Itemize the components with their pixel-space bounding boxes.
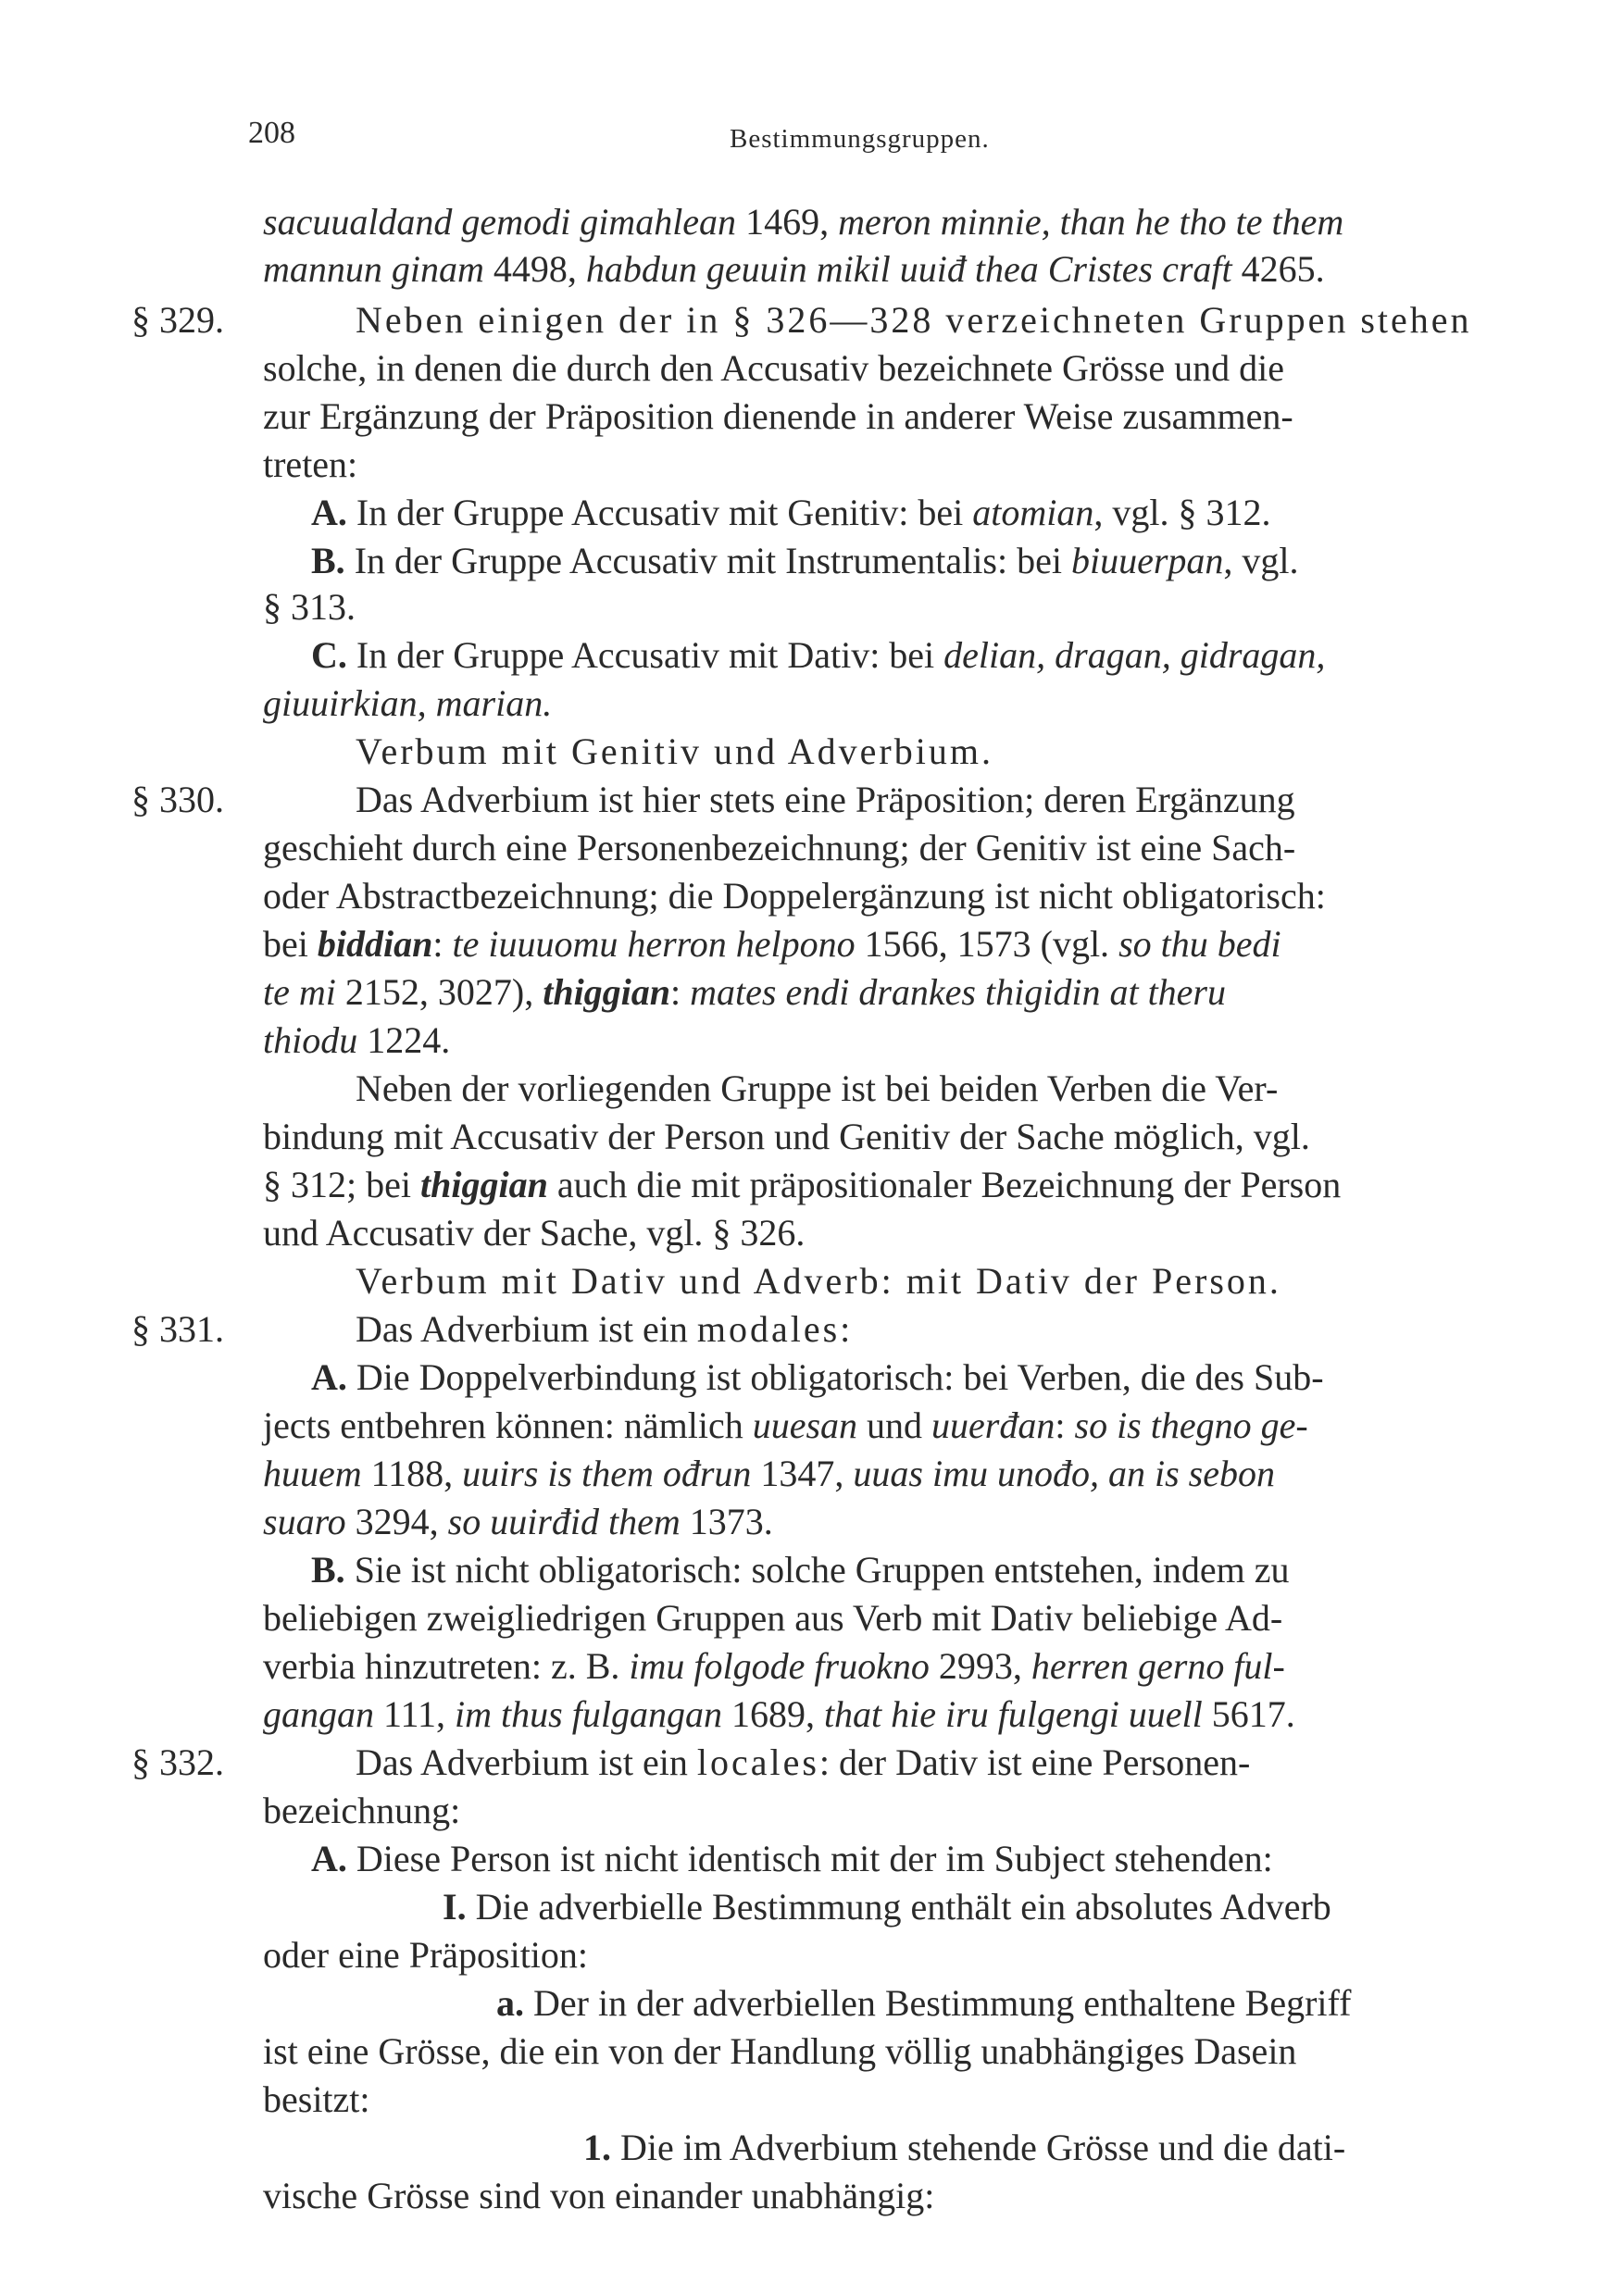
text-line-36: I. Die adverbielle Bestimmung enthält ein absolutes Adverb — [443, 1886, 1331, 1928]
text-line-38: a. Der in der adverbiellen Bestimmung enthaltene Begriff — [496, 1982, 1352, 2024]
text-line-5: zur Ergänzung der Präposition dienende in anderer Weise zusammen- — [263, 395, 1293, 437]
text-line-24: Das Adverbium ist ein modales: — [356, 1308, 851, 1350]
text-line-30: beliebigen zweigliedrigen Gruppen aus Verb mit Dativ beliebige Ad- — [263, 1597, 1283, 1639]
text-line-3: Neben einigen der in § 326—328 verzeichneten Gruppen stehen — [356, 299, 1472, 341]
text-line-15: oder Abstractbezeichnung; die Doppelergänzung ist nicht obligatorisch: — [263, 875, 1326, 917]
text-line-35: A. Diese Person ist nicht identisch mit der im Subject stehenden: — [311, 1838, 1273, 1879]
text-line-21: § 312; bei thiggian auch die mit präpositionaler Bezeichnung der Person — [263, 1164, 1342, 1205]
text-line-13: Das Adverbium ist hier stets eine Präposition; deren Ergänzung — [356, 779, 1295, 820]
text-line-4: solche, in denen die durch den Accusativ bezeichnete Grösse und die — [263, 347, 1284, 389]
section-mark-332: § 332. — [131, 1741, 224, 1783]
text-line-17: te mi 2152, 3027), thiggian: mates endi drankes thigidin at theru — [263, 971, 1226, 1013]
text-line-32: gangan 111, im thus fulgangan 1689, that hie iru fulgengi uuell 5617. — [263, 1693, 1295, 1735]
text-line-34: bezeichnung: — [263, 1790, 461, 1831]
text-line-31: verbia hinzutreten: z. B. imu folgode fruokno 2993, herren gerno ful- — [263, 1645, 1285, 1687]
running-head: Bestimmungsgruppen. — [730, 124, 990, 154]
text-line-16: bei biddian: te iuuuomu herron helpono 1566, 1573 (vgl. so thu bedi — [263, 923, 1281, 965]
text-line-39: ist eine Grösse, die ein von der Handlung völlig unabhängiges Dasein — [263, 2030, 1297, 2072]
text-line-6: treten: — [263, 443, 358, 485]
text-line-41: 1. Die im Adverbium stehende Grösse und die dati- — [583, 2127, 1346, 2168]
text-line-20: bindung mit Accusativ der Person und Genitiv der Sache möglich, vgl. — [263, 1116, 1310, 1157]
text-line-18: thiodu 1224. — [263, 1019, 451, 1061]
text-line-14: geschieht durch eine Personenbezeichnung; der Genitiv ist eine Sach- — [263, 827, 1296, 868]
subheading-dativ-adverb: Verbum mit Dativ und Adverb: mit Dativ der Person. — [356, 1260, 1281, 1302]
section-mark-329: § 329. — [131, 299, 224, 341]
text-line-27: huuem 1188, uuirs is them ođrun 1347, uuas imu unođo, an is sebon — [263, 1453, 1275, 1494]
section-mark-330: § 330. — [131, 779, 224, 820]
text-line-8: B. In der Gruppe Accusativ mit Instrumentalis: bei biuuerpan, vgl. — [311, 540, 1299, 581]
text-line-19: Neben der vorliegenden Gruppe ist bei beiden Verben die Ver- — [356, 1067, 1279, 1109]
text-line-29: B. Sie ist nicht obligatorisch: solche Gruppen entstehen, indem zu — [311, 1549, 1290, 1591]
text-line-2: mannun ginam 4498, habdun geuuin mikil uuiđ thea Cristes craft 4265. — [263, 248, 1325, 290]
section-mark-331: § 331. — [131, 1308, 224, 1350]
text-line-25: A. Die Doppelverbindung ist obligatorisch: bei Verben, die des Sub- — [311, 1356, 1324, 1398]
text-line-1: sacuualdand gemodi gimahlean 1469, meron minnie, than he tho te them — [263, 201, 1344, 243]
text-line-42: vische Grösse sind von einander unabhängig: — [263, 2175, 935, 2216]
text-line-9: § 313. — [263, 586, 356, 628]
text-line-26: jects entbehren können: nämlich uuesan und uuerđan: so is thegno ge- — [263, 1404, 1308, 1446]
text-line-28: suaro 3294, so uuirđid them 1373. — [263, 1501, 773, 1542]
text-line-40: besitzt: — [263, 2078, 370, 2120]
text-line-37: oder eine Präposition: — [263, 1934, 589, 1976]
text-line-7: A. In der Gruppe Accusativ mit Genitiv: bei atomian, vgl. § 312. — [311, 492, 1271, 533]
text-line-22: und Accusativ der Sache, vgl. § 326. — [263, 1212, 806, 1254]
text-line-33: Das Adverbium ist ein locales: der Dativ ist eine Personen- — [356, 1741, 1251, 1783]
text-line-11: giuuirkian, marian. — [263, 682, 553, 724]
subheading-genitiv-adverbium: Verbum mit Genitiv und Adverbium. — [356, 730, 993, 772]
page-number: 208 — [248, 116, 295, 150]
text-line-10: C. In der Gruppe Accusativ mit Dativ: bei delian, dragan, gidragan, — [311, 634, 1326, 676]
